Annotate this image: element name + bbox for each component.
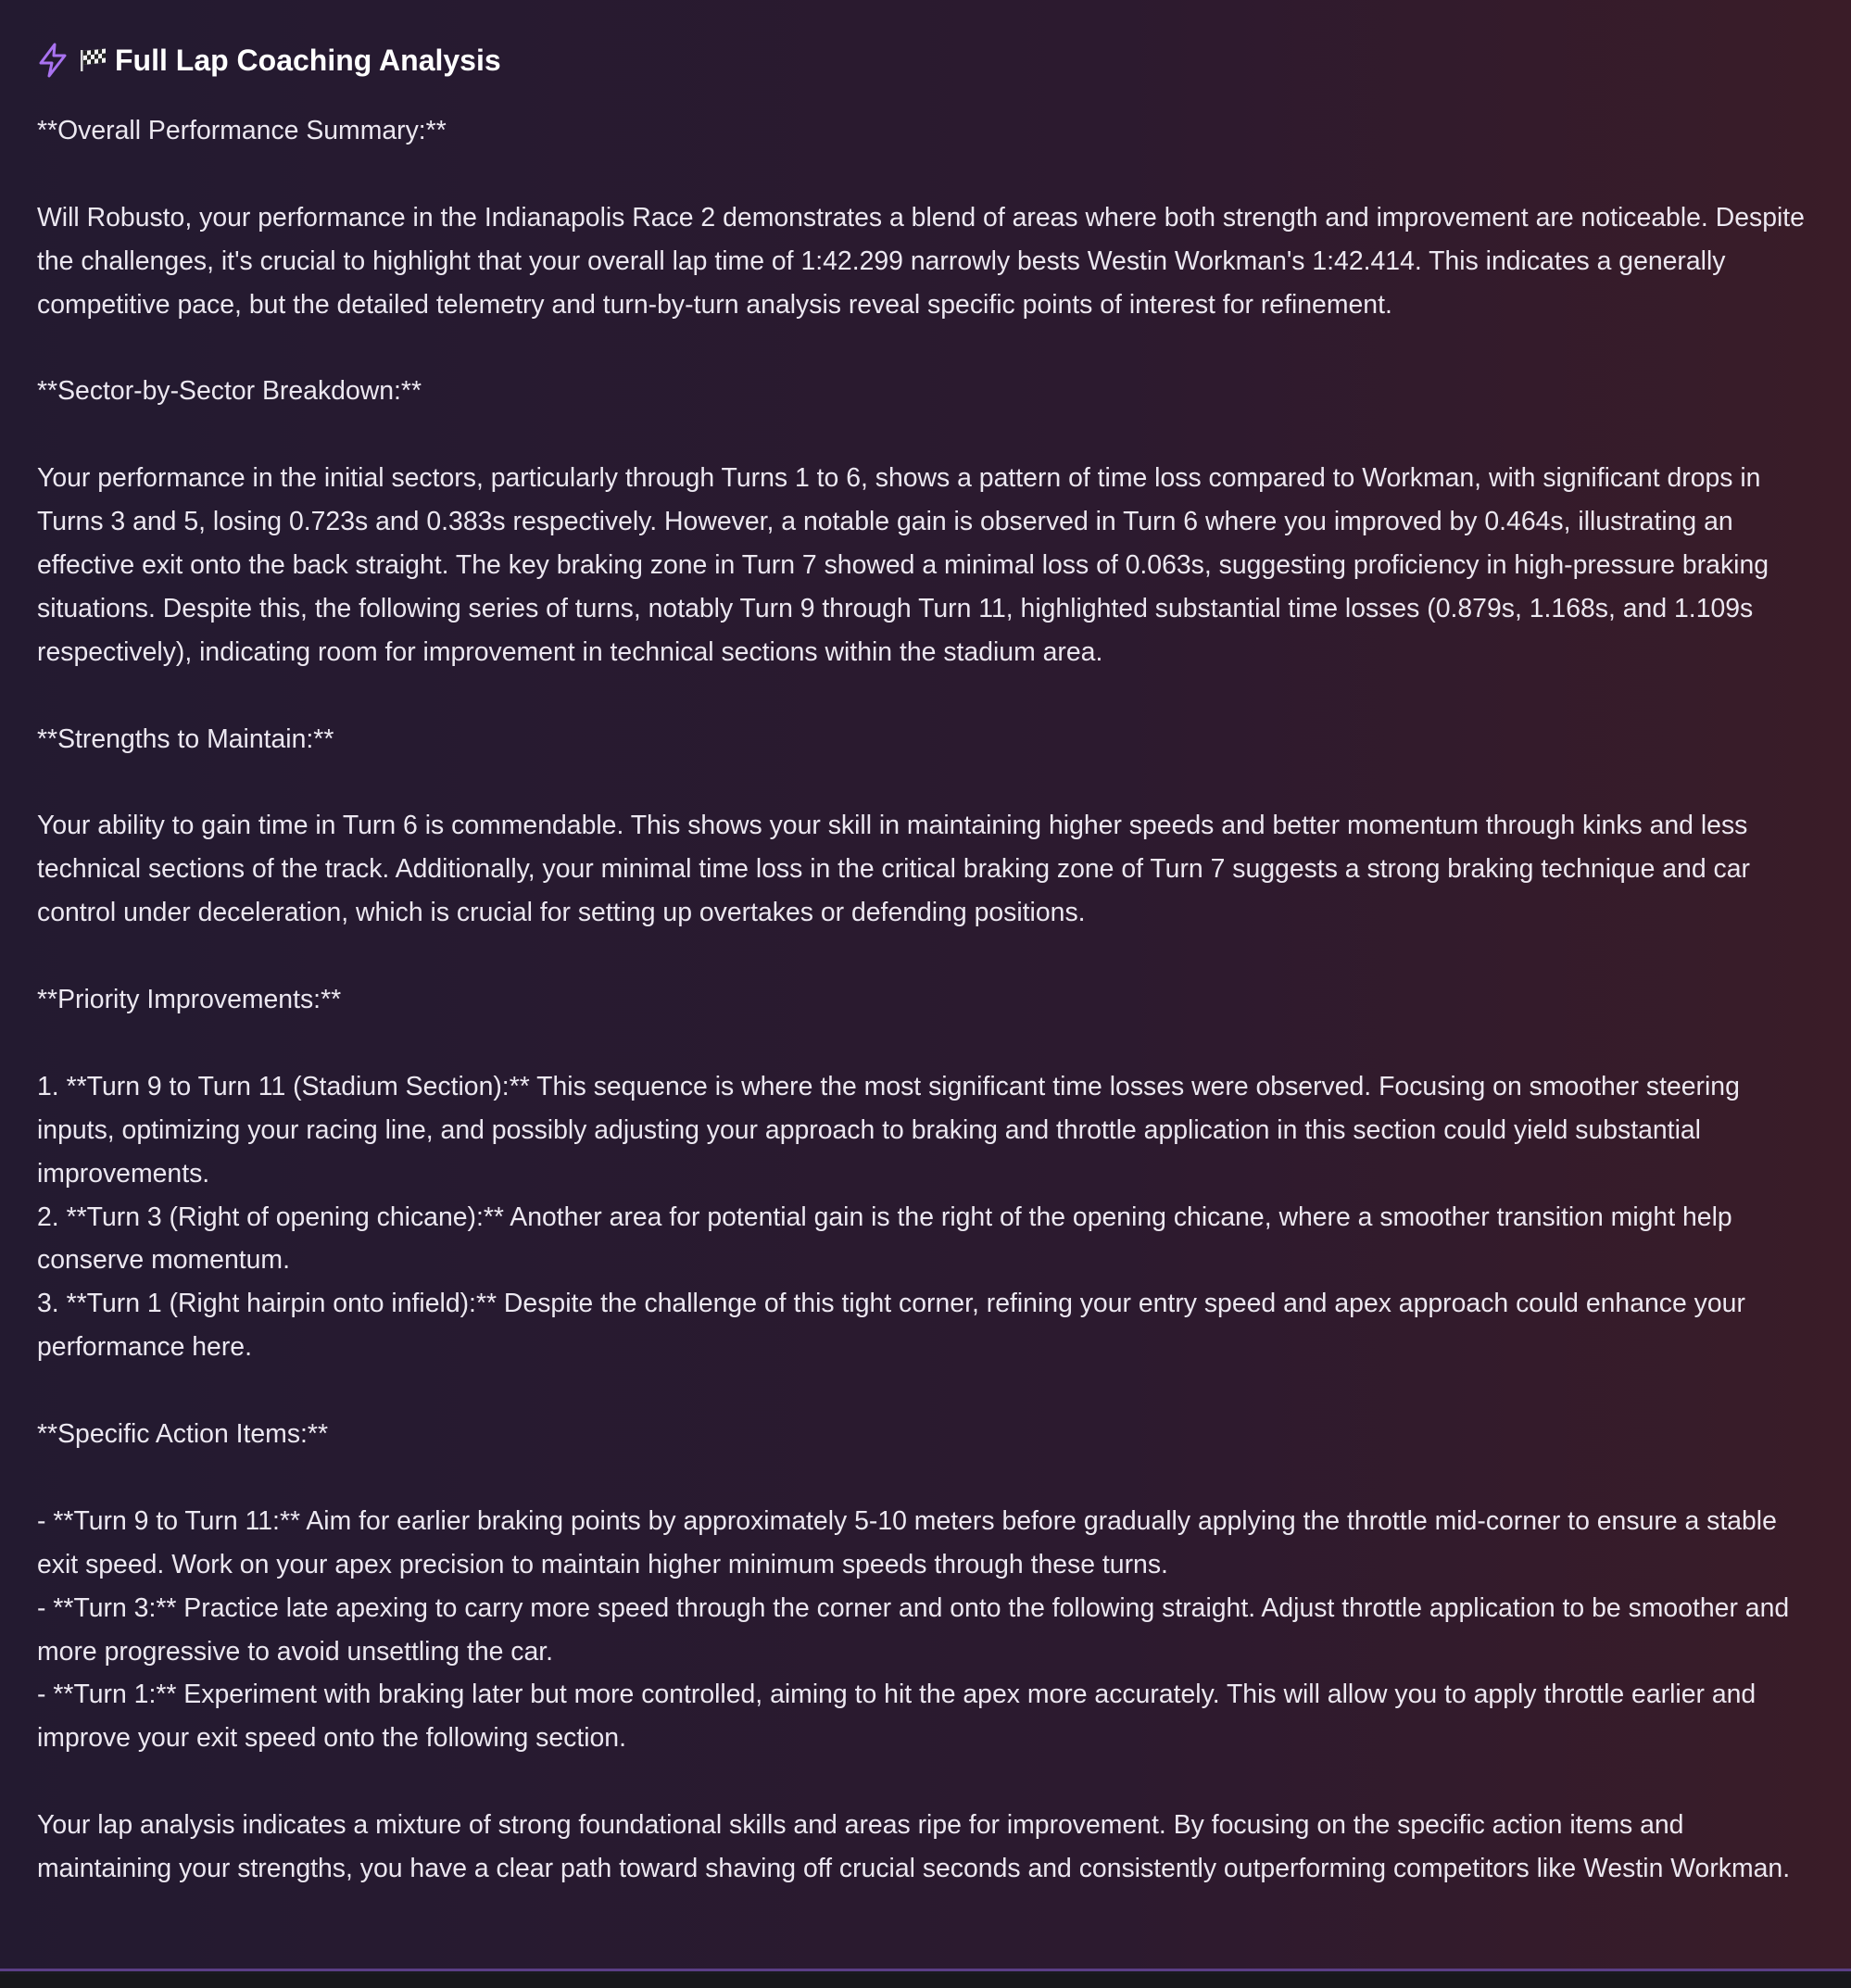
- section-heading-priority: **Priority Improvements:**: [37, 985, 342, 1015]
- checkered-flag-icon: [80, 48, 107, 72]
- bottom-bar: [0, 1974, 1851, 1988]
- section-heading-overall: **Overall Performance Summary:**: [37, 116, 447, 145]
- section-heading-sector: **Sector-by-Sector Breakdown:**: [37, 376, 422, 407]
- list-item: 2. **Turn 3 (Right of opening chicane):** Another area for potential gain is the right of the opening chicane, where a smoother transition might help conserve momentum.: [37, 1202, 1740, 1276]
- strengths-text: Your ability to gain time in Turn 6 is commendable. This shows your skill in maintaining higher speeds and better momentum through kinks and less technical sections of the track. Additionally, your minimal time loss in the critical braking zone of Turn 7 suggests a strong braking technique and car control under deceleration, which is crucial for setting up overtakes or defending positions.: [37, 811, 1757, 928]
- list-item: 1. **Turn 9 to Turn 11 (Stadium Section):** This sequence is where the most significant time losses were observed. Focusing on smoother steering inputs, optimizing your racing line, and possibly adjusting your approach to braking and throttle application in this section could yield substantial improvements.: [37, 1071, 1747, 1189]
- section-heading-strengths: **Strengths to Maintain:**: [37, 723, 334, 754]
- list-item: - **Turn 1:** Experiment with braking later but more controlled, aiming to hit the apex more accurately. This will allow you to apply throttle earlier and improve your exit speed onto the following section.: [37, 1680, 1764, 1754]
- sector-breakdown-text: Your performance in the initial sectors, particularly through Turns 1 to 6, shows a pattern of time loss compared to Workman, with significant drops in Turns 3 and 5, losing 0.723s and 0.383s respectively. However, a notable gain is observed in Turn 6 where you improved by 0.464s, illustrating an effective exit onto the back straight. The key braking zone in Turn 7 showed a minimal loss of 0.063s, suggesting proficiency in high-pressure braking situations. Despite this, the following series of turns, notably Turn 9 through Turn 11, highlighted substantial time losses (0.879s, 1.168s, and 1.109s respectively), indicating room for improvement in technical sections within the stadium area.: [37, 463, 1776, 667]
- bolt-icon: [37, 42, 69, 79]
- overall-summary-text: Will Robusto, your performance in the Indianapolis Race 2 demonstrates a blend of areas where both strength and improvement are noticeable. Despite the challenges, it's crucial to highlight that your overall lap time of 1:42.299 narrowly bests Westin Workman's 1:42.414. This indicates a generally competitive pace, but the detailed telemetry and turn-by-turn analysis reveal specific points of interest for refinement.: [37, 202, 1812, 320]
- list-item: - **Turn 3:** Practice late apexing to carry more speed through the corner and onto the following straight. Adjust throttle application to be smoother and more progressive to avoid unsettling the car.: [37, 1592, 1797, 1667]
- closing-text: Your lap analysis indicates a mixture of strong foundational skills and areas ripe for improvement. By focusing on the specific action items and maintaining your strengths, you have a clear path toward shaving off crucial seconds and consistently outperforming competitors like Westin Workman.: [37, 1810, 1791, 1884]
- panel-title: Full Lap Coaching Analysis: [115, 43, 501, 77]
- section-heading-actions: **Specific Action Items:**: [37, 1419, 329, 1450]
- list-item: 3. **Turn 1 (Right hairpin onto infield):** Despite the challenge of this tight corner, refining your entry speed and apex approach could enhance your performance here.: [37, 1289, 1753, 1363]
- list-item: - **Turn 9 to Turn 11:** Aim for earlier braking points by approximately 5-10 meters before gradually applying the throttle mid-corner to ensure a stable exit speed. Work on your apex precision to maintain higher minimum speeds through these turns.: [37, 1505, 1784, 1579]
- panel-header: [37, 37, 501, 83]
- analysis-body: [37, 109, 1820, 1891]
